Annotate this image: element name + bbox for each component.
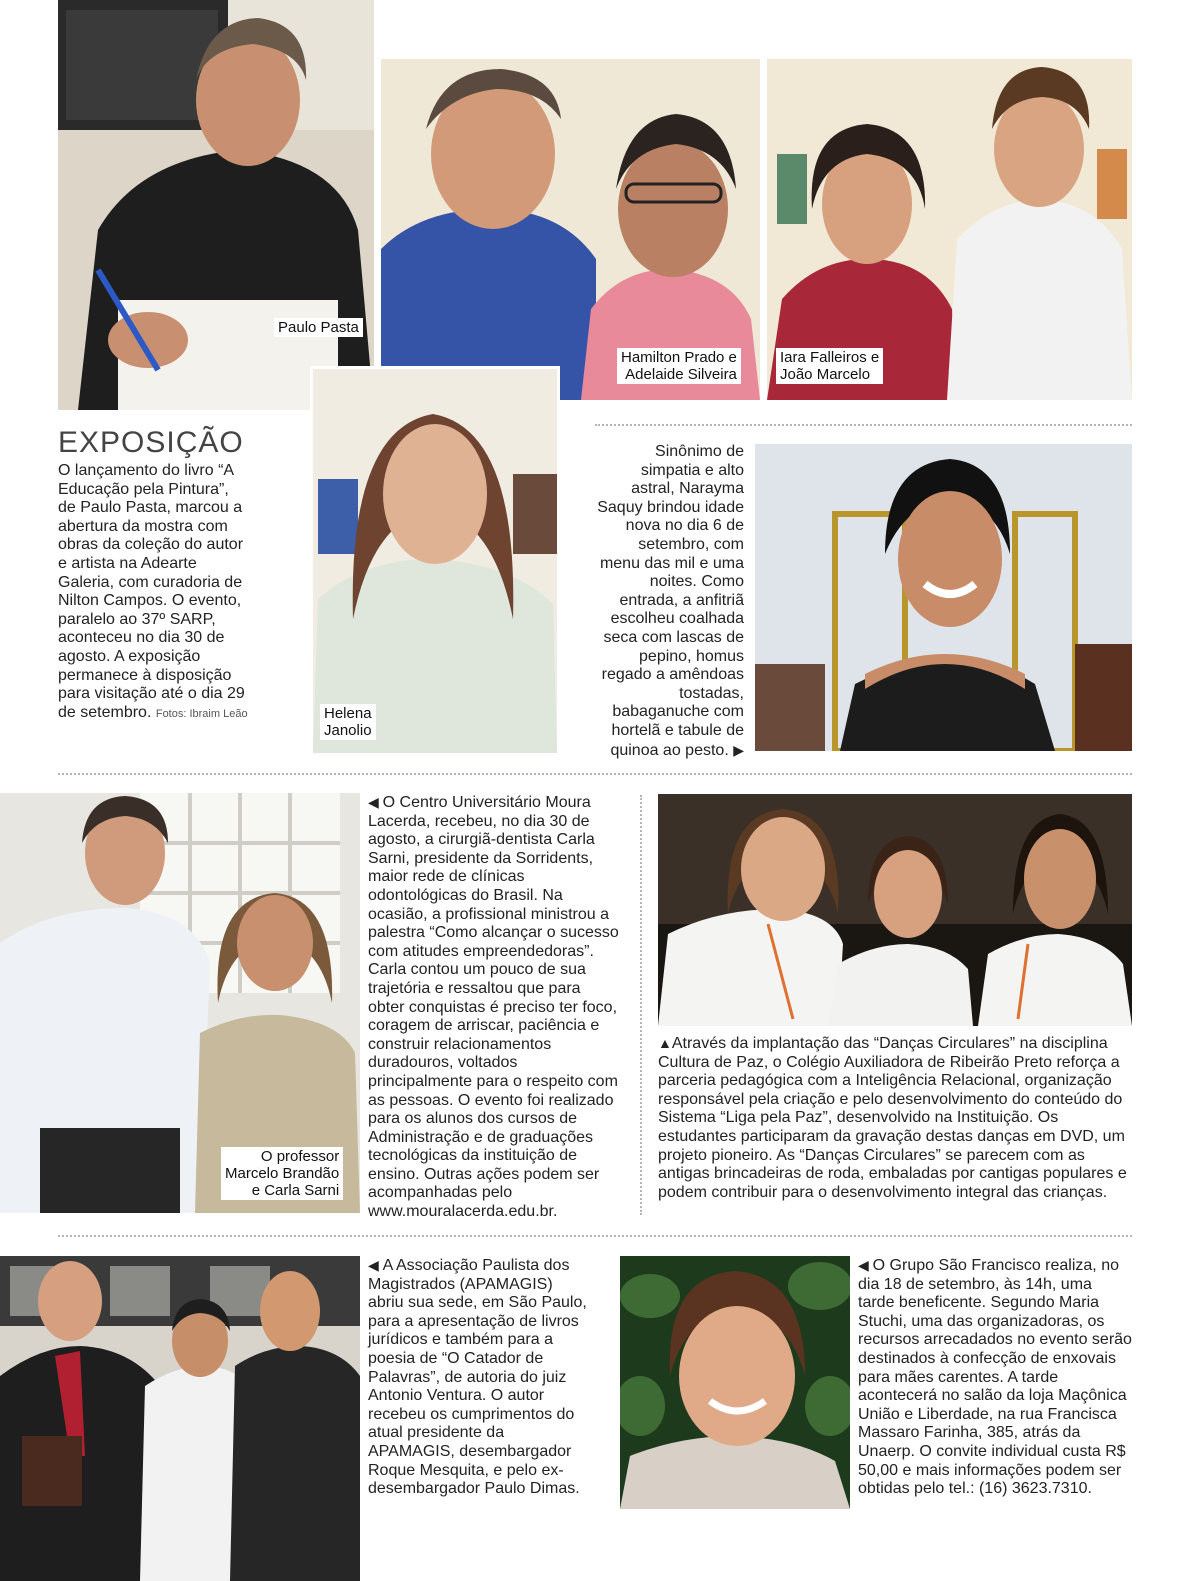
grupo-sao-francisco-paragraph	[858, 1256, 1132, 1499]
caption-line: João Marcelo	[780, 366, 871, 383]
triangle-up-icon: ▲	[658, 1035, 672, 1051]
apamagis-text: A Associação Paulista dos Magistrados (APAMAGIS) abriu sua sede, em São Paulo, para a apresentação de livros jurídicos e também para a poesia de “O Catador de Palavras”, de autoria do juiz Antonio Ventura. O autor recebeu os cumprimentos do atual presidente da APAMAGIS, desembargador Roque Mesquita, e pelo ex- desembargador Paulo Dimas.	[368, 1257, 587, 1498]
photo-maria-stuchi	[620, 1256, 850, 1509]
narayma-paragraph	[594, 443, 744, 760]
caption-line: Hamilton Prado e	[621, 349, 737, 366]
caption-line: O professor	[260, 1148, 340, 1165]
photo-dancas-circulares	[658, 794, 1132, 1026]
narayma-text: Sinônimo de simpatia e alto astral, Narayma Saquy brindou idade nova no dia 6 de setembro, com menu das mil e uma noites. Como entrada, a anfitriã escolheu coalhada seca com lascas de pepino, homus regado a amêndoas tostadas, babaganuche com hortelã e tabule de quinoa ao pesto.	[597, 443, 744, 759]
apamagis-paragraph	[368, 1256, 588, 1499]
caption-line: Helena	[324, 705, 372, 722]
section-heading-exposicao: EXPOSIÇÃO	[58, 426, 244, 459]
caption-helena-janolio	[320, 704, 376, 740]
divider	[58, 773, 1132, 775]
caption-line: Adelaide Silveira	[625, 366, 737, 383]
caption-hamilton-adelaide	[617, 348, 741, 384]
photo-credit: Fotos: Ibraim Leão	[155, 707, 248, 720]
vertical-divider	[640, 795, 642, 1215]
caption-paulo-pasta: Paulo Pasta	[274, 318, 363, 337]
photo-apamagis	[0, 1256, 360, 1581]
caption-line: e Carla Sarni	[251, 1182, 340, 1199]
moura-lacerda-paragraph	[368, 793, 620, 1222]
exposicao-text: O lançamento do livro “A Educação pela Pintura”, de Paulo Pasta, marcou a abertura da mostra com obras da coleção do autor e artista na Adearte Galeria, com curadoria de Nilton Campos. O evento, paralelo ao 37º SARP, aconteceu no dia 30 de agosto. A exposição permanece à disposição para visitação até o dia 29 de setembro.	[58, 462, 245, 721]
photo-helena-janolio	[310, 366, 560, 756]
caption-marcelo-carla	[221, 1147, 343, 1200]
caption-line: Iara Falleiros e	[780, 349, 880, 366]
caption-iara-joao	[776, 348, 883, 384]
divider	[595, 424, 1132, 426]
caption-line: Marcelo Brandão	[225, 1165, 340, 1182]
moura-lacerda-text: O Centro Universitário Moura Lacerda, recebeu, no dia 30 de agosto, a cirurgiã-dentista Carla Sarni, presidente da Sorridents, maior rede de clínicas odontológicas do Brasil. Na ocasião, a profissional ministrou a palestra “Como alcançar o sucesso com atitudes empreendedoras”. Carla contou um pouco de sua trajetória e ressaltou que para obter conquistas é preciso ter foco, coragem de arriscar, paciência e construir relacionamentos duradouros, voltados principalmente para o respeito com as pessoas. O evento foi realizado para os alunos dos cursos de Administração e de graduações tecnológicas da instituição de ensino. Outras ações podem ser acompanhadas pelo www.mouralacerda.edu.br.	[368, 794, 619, 1221]
dancas-circulares-paragraph	[658, 1034, 1132, 1202]
caption-line: Janolio	[324, 722, 372, 739]
grupo-sao-francisco-text: O Grupo São Francisco realiza, no dia 18 de setembro, às 14h, uma tarde beneficente. Segundo Maria Stuchi, uma das organizadoras, os recursos arrecadados no evento serão destinados à confecção de enxovais para mães carentes. A tarde acontecerá no salão da loja Maçônica União e Liberdade, na rua Francisca Massaro Farinha, 385, atrás da Unaerp. O convite individual custa R$ 50,00 e mais informações podem ser obtidas pelo tel.: (16) 3623.7310.	[858, 1257, 1132, 1498]
dancas-circulares-text: Através da implantação das “Danças Circulares” na disciplina Cultura de Paz, o Colégio Auxiliadora de Ribeirão Preto reforça a parceria pedagógica com a Inteligência Relacional, organização responsável pela criação e pelo desenvolvimento do conteúdo do Sistema “Liga pela Paz”, desenvolvido na Instituição. Os estudantes participaram da gravação destas danças em DVD, um projeto pioneiro. As “Danças Circulares” se parecem com as antigas brincadeiras de roda, embaladas por cantigas populares e podem contribuir para o desenvolvimento integral das crianças.	[658, 1035, 1127, 1201]
triangle-right-icon: ▶	[733, 741, 744, 758]
divider	[58, 1235, 1132, 1237]
photo-paulo-pasta	[58, 0, 374, 410]
exposicao-paragraph	[58, 462, 250, 723]
photo-narayma-saquy	[755, 444, 1132, 751]
